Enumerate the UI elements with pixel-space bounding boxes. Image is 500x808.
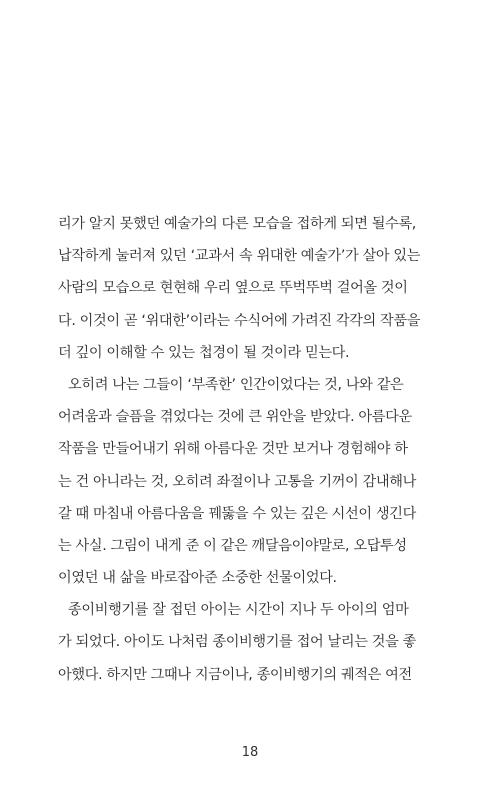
text-line: 는 사실. 그림이 내게 준 이 같은 깨달음이야말로, 오답투성 (58, 537, 407, 554)
text-line: 어려움과 슬픔을 겪었다는 것에 큰 위안을 받았다. 아름다운 (58, 409, 412, 426)
body-text (58, 208, 446, 691)
text-line: 더 깊이 이해할 수 있는 첩경이 될 것이라 믿는다. (58, 344, 350, 361)
text-line: 는 건 아니라는 것, 오히려 좌절이나 고통을 기꺼이 감내해나 (58, 473, 416, 490)
text-line: 리가 알지 못했던 예술가의 다른 모습을 접하게 되면 될수록, (58, 216, 416, 232)
text-line: 오히려 나는 그들이 ‘부족한’ 인간이었다는 것, 나와 같은 (68, 376, 404, 393)
text-line: 납작하게 눌러져 있던 ‘교과서 속 위대한 예술가’가 살아 있는 (58, 248, 421, 265)
text-line: 종이비행기를 잘 접던 아이는 시간이 지나 두 아이의 엄마 (68, 602, 409, 619)
page-number: 18 (241, 745, 259, 760)
text-line: 이였던 내 삶을 바로잡아준 소중한 선물이었다. (58, 570, 337, 587)
text-line: 가 되었다. 아이도 나처럼 종이비행기를 접어 날리는 것을 좋 (58, 634, 416, 651)
text-line: 사람의 모습으로 현현해 우리 옆으로 뚜벅뚜벅 걸어올 것이 (58, 280, 408, 297)
text-line: 아했다. 하지만 그때나 지금이나, 종이비행기의 궤적은 여전 (58, 666, 412, 683)
text-line: 작품을 만들어내기 위해 아름다운 것만 보거나 경험해야 하 (58, 441, 408, 458)
text-line: 갈 때 마침내 아름다움을 꿰뚫을 수 있는 깊은 시선이 생긴다 (58, 505, 416, 522)
text-line: 다. 이것이 곧 ‘위대한’이라는 수식어에 가려진 각각의 작품을 (58, 312, 421, 329)
